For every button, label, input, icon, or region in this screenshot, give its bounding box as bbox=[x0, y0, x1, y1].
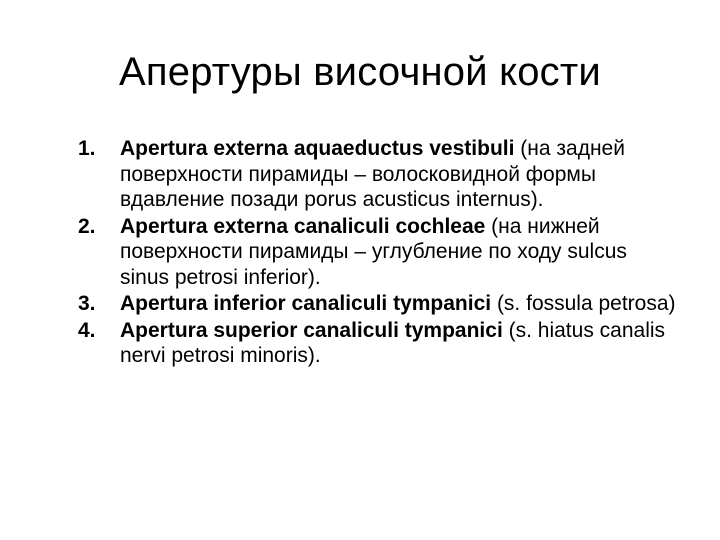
list-item bbox=[78, 318, 678, 369]
item-number: 3. bbox=[78, 292, 96, 315]
list-item bbox=[78, 291, 678, 317]
item-latin-term: Apertura inferior canaliculi tympanici bbox=[120, 292, 492, 315]
item-latin-term: Apertura externa canaliculi cochleae bbox=[120, 214, 486, 238]
item-description: (s. hiatus canalis nervi petrosi minoris). bbox=[120, 318, 666, 367]
slide-title: Апертуры височной кости bbox=[119, 50, 601, 94]
item-number: 1. bbox=[78, 137, 96, 160]
list-item bbox=[78, 136, 678, 213]
item-number: 2. bbox=[78, 214, 96, 238]
item-description: (на нижней поверхности пирамиды – углубление по ходу sulcus sinus petrosi inferior). bbox=[120, 214, 627, 289]
item-description: (на задней поверхности пирамиды – волосковидной формы вдавление позади porus acusticus internus). bbox=[120, 137, 625, 211]
item-latin-term: Apertura externa aquaeductus vestibuli bbox=[120, 137, 515, 160]
list-item bbox=[78, 214, 678, 291]
apertures-list bbox=[78, 136, 678, 370]
item-number: 4. bbox=[78, 318, 96, 342]
item-description: (s. fossula petrosa) bbox=[491, 292, 676, 315]
item-latin-term: Apertura superior canaliculi tympanici bbox=[120, 318, 503, 342]
